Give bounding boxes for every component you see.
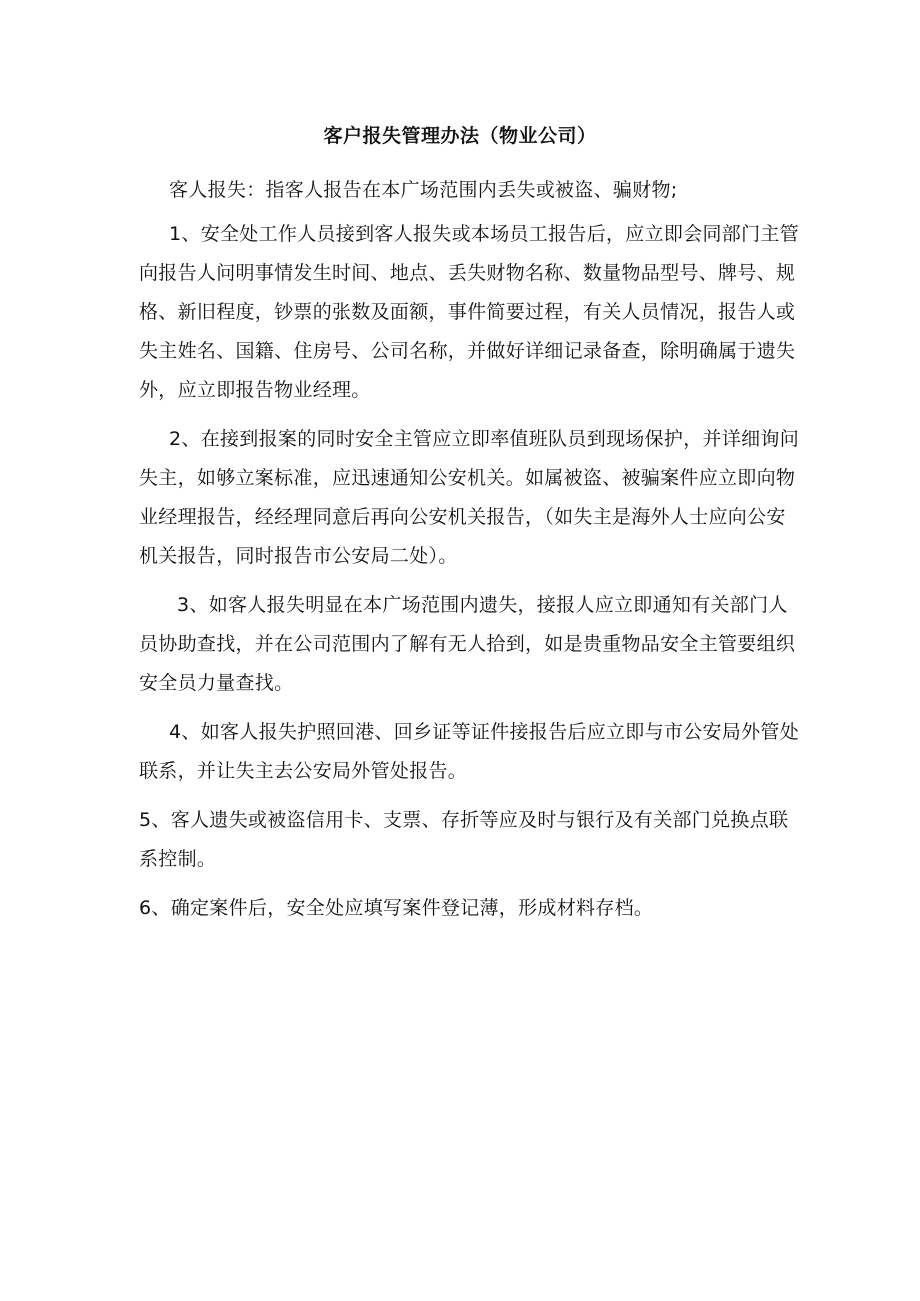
paragraph-definition: 客人报失：指客人报告在本广场范围内丢失或被盗、骗财物; xyxy=(169,179,678,201)
paragraph-item-1: 1、安全处工作人员接到客人报失或本场员工报告后，应立即会同部门主管向报告人问明事情发生时间、地点、丢失财物名称、数量物品型号、牌号、规格、新旧程度，钞票的张数及面额，事件简要过程，有关人员情况，报告人或失主姓名、国籍、住房号、公司名称，并做好详细记录备查，除明确属于遗失外，应立即报告物业经理。 xyxy=(139,223,799,401)
paragraph-item-2: 2、在接到报案的同时安全主管应立即率值班队员到现场保护，并详细询问失主，如够立案标准，应迅速通知公安机关。如属被盗、被骗案件应立即向物业经理报告，经经理同意后再向公安机关报告，（如失主是海外人士应向公安机关报告，同时报告市公安局二处）。 xyxy=(139,428,799,567)
paragraph-item-3: 3、如客人报失明显在本广场范围内遗失，接报人应立即通知有关部门人员协助查找，并在公司范围内了解有无人拾到，如是贵重物品安全主管要组织安全员力量查找。 xyxy=(139,594,796,694)
paragraph-item-5: 5、客人遗失或被盗信用卡、支票、存折等应及时与银行及有关部门兑换点联系控制。 xyxy=(139,809,789,870)
paragraph-item-6: 6、确定案件后，安全处应填写案件登记薄，形成材料存档。 xyxy=(139,897,654,919)
paragraph-item-4: 4、如客人报失护照回港、回乡证等证件接报告后应立即与市公安局外管处联系，并让失主去公安局外管处报告。 xyxy=(139,721,799,782)
document-title: 客户报失管理办法（物业公司） xyxy=(323,125,597,147)
document-body xyxy=(139,171,799,938)
